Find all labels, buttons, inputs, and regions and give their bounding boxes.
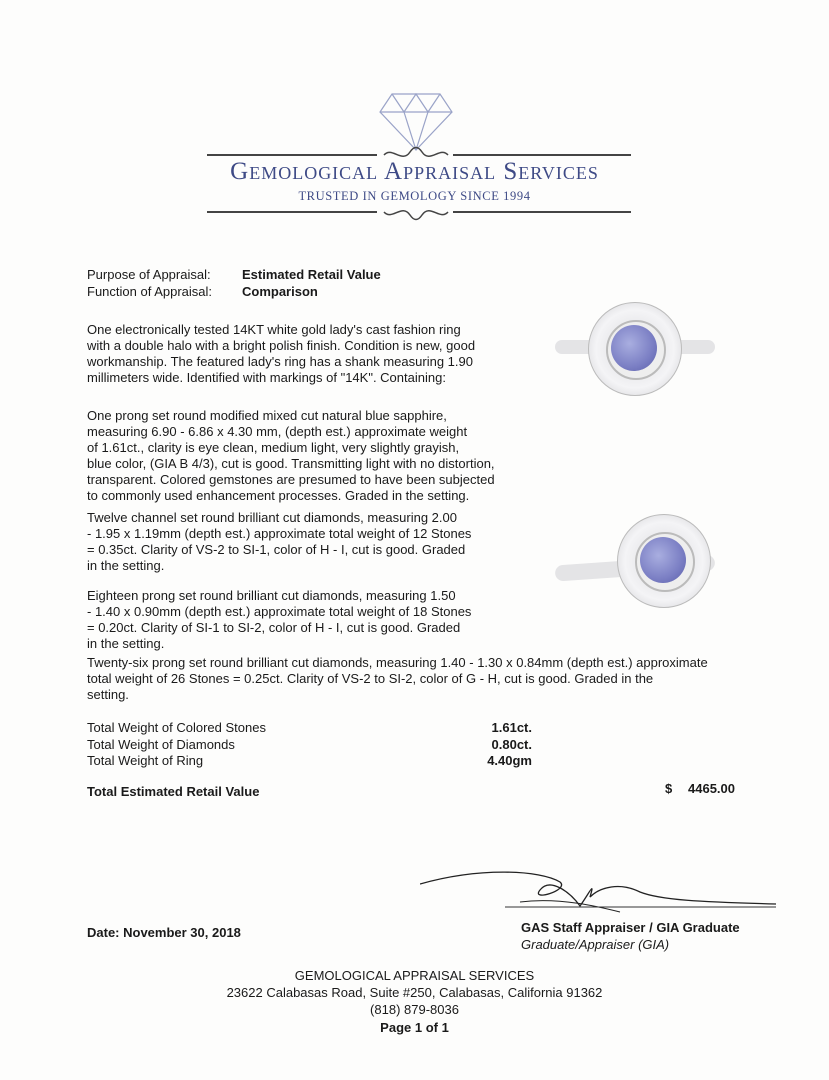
appraiser-title: GAS Staff Appraiser / GIA Graduate [521, 920, 740, 935]
text-line: - 1.95 x 1.19mm (depth est.) approximate total weight of 12 Stones [87, 526, 472, 541]
text-line: = 0.20ct. Clarity of SI-1 to SI-2, color of H - I, cut is good. Graded [87, 620, 461, 635]
sapphire-stone [640, 537, 686, 583]
header-rule [453, 154, 631, 156]
text-line: transparent. Colored gemstones are presumed to have been subjected [87, 472, 495, 487]
text-line: of 1.61ct., clarity is eye clean, medium light, very slightly grayish, [87, 440, 460, 455]
text-line: in the setting. [87, 636, 165, 651]
text-line: Twelve channel set round brilliant cut diamonds, measuring 2.00 [87, 510, 457, 525]
total-ring-value: 4.40gm [487, 753, 532, 768]
header-rule [453, 211, 631, 213]
text-line: Twenty-six prong set round brilliant cut diamonds, measuring 1.40 - 1.30 x 0.84mm (depth est.) approximate [87, 655, 708, 670]
total-colored-label: Total Weight of Colored Stones [87, 720, 266, 735]
ring-photo-side [555, 512, 715, 607]
text-line: - 1.40 x 0.90mm (depth est.) approximate total weight of 18 Stones [87, 604, 472, 619]
footer-company: GEMOLOGICAL APPRAISAL SERVICES [294, 968, 535, 983]
text-line: workmanship. The featured lady's ring has a shank measuring 1.90 [87, 354, 473, 369]
text-line: millimeters wide. Identified with markings of "14K". Containing: [87, 370, 446, 385]
ring-photo-top [555, 300, 715, 395]
company-name: Gemological Appraisal Services [230, 158, 599, 185]
appraisal-date: Date: November 30, 2018 [87, 925, 241, 940]
channel-diamonds-description [87, 510, 471, 574]
page-number: Page 1 of 1 [380, 1020, 449, 1035]
halo-diamonds-description [87, 655, 708, 703]
signature-icon [420, 862, 780, 922]
retail-value-label: Total Estimated Retail Value [87, 784, 260, 799]
header-rule [207, 154, 377, 156]
text-line: blue color, (GIA B 4/3), cut is good. Transmitting light with no distortion, [87, 456, 495, 471]
company-tagline: TRUSTED IN GEMOLOGY SINCE 1994 [298, 189, 531, 203]
text-line: total weight of 26 Stones = 0.25ct. Clarity of VS-2 to SI-2, color of G - H, cut is good. Graded in the [87, 671, 654, 686]
sapphire-stone [611, 325, 657, 371]
header-rule [207, 211, 377, 213]
total-ring-label: Total Weight of Ring [87, 753, 204, 768]
text-line: One electronically tested 14KT white gold lady's cast fashion ring [87, 322, 461, 337]
purpose-label: Purpose of Appraisal: [87, 267, 211, 282]
purpose-value: Estimated Retail Value [242, 267, 381, 282]
footer-phone: (818) 879-8036 [370, 1002, 459, 1017]
diamond-logo-icon [378, 92, 454, 152]
total-colored-value: 1.61ct. [491, 720, 532, 735]
text-line: in the setting. [87, 558, 165, 573]
text-line: with a double halo with a bright polish finish. Condition is new, good [87, 338, 476, 353]
total-diamonds-value: 0.80ct. [491, 737, 532, 752]
flourish-icon [380, 203, 452, 221]
retail-currency: $ [665, 781, 673, 796]
text-line: measuring 6.90 - 6.86 x 4.30 mm, (depth est.) approximate weight [87, 424, 468, 439]
text-line: One prong set round modified mixed cut natural blue sapphire, [87, 408, 447, 423]
ring-description [87, 322, 475, 386]
sapphire-description [87, 408, 495, 504]
text-line: Eighteen prong set round brilliant cut diamonds, measuring 1.50 [87, 588, 456, 603]
retail-amount: 4465.00 [688, 781, 735, 796]
function-value: Comparison [242, 284, 318, 299]
prong-diamonds-description [87, 588, 471, 652]
text-line: setting. [87, 687, 129, 702]
text-line: to commonly used enhancement processes. Graded in the setting. [87, 488, 470, 503]
text-line: = 0.35ct. Clarity of VS-2 to SI-1, color of H - I, cut is good. Graded [87, 542, 466, 557]
function-label: Function of Appraisal: [87, 284, 213, 299]
appraiser-subtitle: Graduate/Appraiser (GIA) [521, 937, 670, 952]
footer-address: 23622 Calabasas Road, Suite #250, Calabasas, California 91362 [226, 985, 603, 1000]
total-diamonds-label: Total Weight of Diamonds [87, 737, 235, 752]
